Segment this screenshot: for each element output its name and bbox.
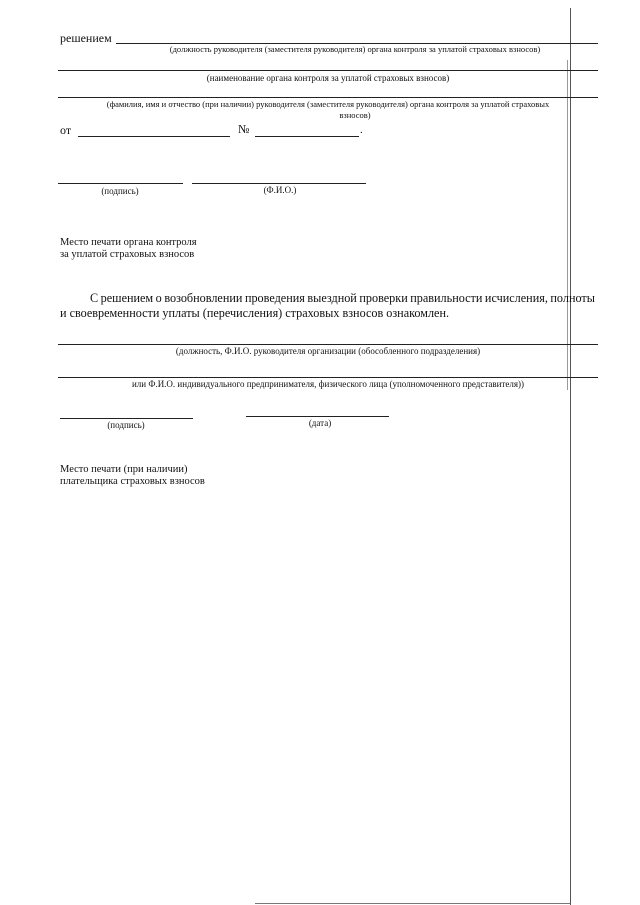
ack-signature-line — [60, 418, 193, 419]
number-period: . — [360, 124, 363, 136]
ack-date-line — [246, 416, 389, 417]
head-fio-caption-2: взносов) — [339, 110, 371, 120]
signature-line — [58, 183, 183, 184]
organ-name-caption: (наименование органа контроля за уплатой страховых взносов) — [206, 73, 450, 83]
fio-line — [192, 183, 366, 184]
org-head-caption: (должность, Ф.И.О. руководителя организации (обособленного подразделения) — [175, 346, 481, 356]
organ-name-line — [58, 70, 598, 71]
fio-caption: (Ф.И.О.) — [263, 185, 297, 195]
ack-signature-caption: (подпись) — [107, 420, 145, 430]
entrepreneur-caption: или Ф.И.О. индивидуального предпринимателя, физического лица (уполномоченного представителя)) — [131, 379, 525, 389]
statement-line-1: С решением о возобновлении проведения выездной проверки правильности исчисления, полноты — [90, 291, 595, 305]
from-label: от — [60, 123, 72, 137]
right-margin-line-2 — [567, 60, 568, 390]
seal-payer-line-1: Место печати (при наличии) — [60, 464, 188, 475]
seal-payer-line-2: плательщика страховых взносов — [60, 476, 205, 487]
entrepreneur-line — [58, 377, 598, 378]
org-head-line — [58, 344, 598, 345]
head-fio-caption-1: (фамилия, имя и отчество (при наличии) руководителя (заместителя руководителя) органа контроля за уплатой страховых — [106, 99, 550, 109]
seal-organ-line-2: за уплатой страховых взносов — [60, 249, 195, 260]
number-sign: № — [238, 122, 250, 136]
bottom-edge-line — [255, 903, 570, 904]
seal-organ-line-1: Место печати органа контроля — [60, 237, 197, 248]
statement-line-2: и своевременности уплаты (перечисления) страховых взносов ознакомлен. — [60, 306, 450, 320]
head-fio-line — [58, 97, 598, 98]
decision-label: решением — [60, 31, 112, 45]
signature-caption: (подпись) — [101, 186, 139, 196]
number-line — [255, 136, 359, 137]
date-line — [78, 136, 230, 137]
right-margin-line — [570, 8, 571, 905]
ack-date-caption: (дата) — [308, 418, 332, 428]
position-caption: (должность руководителя (заместителя руководителя) органа контроля за уплатой страховых взносов) — [169, 44, 541, 54]
